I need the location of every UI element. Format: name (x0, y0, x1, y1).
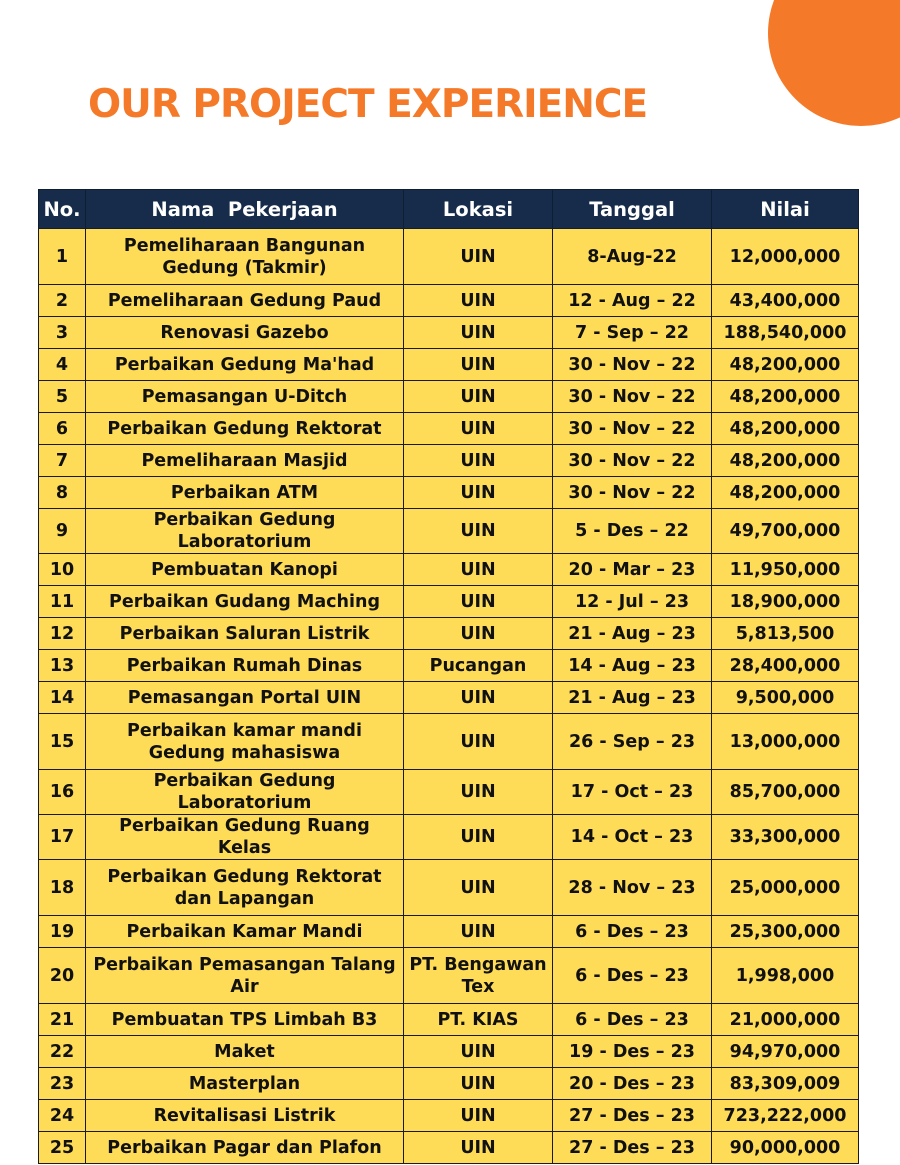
cell-no: 24 (39, 1100, 86, 1132)
cell-nilai: 85,700,000 (712, 770, 859, 815)
cell-no: 18 (39, 860, 86, 916)
table-row (39, 509, 859, 554)
cell-nilai: 49,700,000 (712, 509, 859, 554)
cell-no: 15 (39, 714, 86, 770)
table-row (39, 860, 859, 916)
table-row (39, 285, 859, 317)
cell-lokasi: UIN (404, 1100, 553, 1132)
cell-nama-pekerjaan: Perbaikan Rumah Dinas (86, 650, 404, 682)
cell-lokasi: UIN (404, 714, 553, 770)
cell-nama-pekerjaan: Perbaikan Saluran Listrik (86, 618, 404, 650)
cell-nama-pekerjaan: Pemeliharaan Bangunan Gedung (Takmir) (86, 229, 404, 285)
cell-no: 12 (39, 618, 86, 650)
cell-lokasi: UIN (404, 1068, 553, 1100)
cell-tanggal: 27 - Des – 23 (553, 1100, 712, 1132)
cell-tanggal: 14 - Aug – 23 (553, 650, 712, 682)
cell-lokasi: UIN (404, 554, 553, 586)
cell-nilai: 90,000,000 (712, 1132, 859, 1164)
cell-nama-pekerjaan: Pemasangan Portal UIN (86, 682, 404, 714)
decorative-circle (768, 0, 900, 126)
cell-lokasi: Pucangan (404, 650, 553, 682)
cell-nilai: 48,200,000 (712, 381, 859, 413)
cell-tanggal: 26 - Sep – 23 (553, 714, 712, 770)
cell-nilai: 1,998,000 (712, 948, 859, 1004)
cell-no: 14 (39, 682, 86, 714)
cell-nilai: 48,200,000 (712, 349, 859, 381)
column-header-no: No. (39, 190, 86, 229)
cell-no: 16 (39, 770, 86, 815)
cell-nama-pekerjaan: Perbaikan Pagar dan Plafon (86, 1132, 404, 1164)
table-row (39, 586, 859, 618)
cell-no: 21 (39, 1004, 86, 1036)
cell-tanggal: 30 - Nov – 22 (553, 413, 712, 445)
project-table (38, 189, 859, 1164)
cell-no: 11 (39, 586, 86, 618)
cell-no: 10 (39, 554, 86, 586)
page-title: OUR PROJECT EXPERIENCE (88, 82, 648, 127)
cell-lokasi: UIN (404, 509, 553, 554)
column-header-nilai: Nilai (712, 190, 859, 229)
cell-nama-pekerjaan: Perbaikan Pemasangan Talang Air (86, 948, 404, 1004)
column-header-lokasi: Lokasi (404, 190, 553, 229)
cell-tanggal: 7 - Sep – 22 (553, 317, 712, 349)
cell-nama-pekerjaan: Perbaikan Gedung Laboratorium (86, 770, 404, 815)
cell-nilai: 83,309,009 (712, 1068, 859, 1100)
table-body (39, 229, 859, 1164)
cell-nama-pekerjaan: Perbaikan kamar mandi Gedung mahasiswa (86, 714, 404, 770)
cell-nilai: 13,000,000 (712, 714, 859, 770)
cell-nilai: 11,950,000 (712, 554, 859, 586)
table-row (39, 1036, 859, 1068)
cell-nama-pekerjaan: Revitalisasi Listrik (86, 1100, 404, 1132)
cell-nilai: 33,300,000 (712, 815, 859, 860)
cell-tanggal: 20 - Des – 23 (553, 1068, 712, 1100)
cell-lokasi: PT. Bengawan Tex (404, 948, 553, 1004)
cell-lokasi: UIN (404, 1132, 553, 1164)
table-row (39, 413, 859, 445)
cell-nama-pekerjaan: Masterplan (86, 1068, 404, 1100)
table-row (39, 1100, 859, 1132)
cell-nilai: 94,970,000 (712, 1036, 859, 1068)
cell-tanggal: 5 - Des – 22 (553, 509, 712, 554)
cell-lokasi: UIN (404, 381, 553, 413)
cell-nilai: 48,200,000 (712, 413, 859, 445)
column-header-nama-pekerjaan: Nama Pekerjaan (86, 190, 404, 229)
table-row (39, 714, 859, 770)
cell-no: 17 (39, 815, 86, 860)
cell-tanggal: 27 - Des – 23 (553, 1132, 712, 1164)
cell-nilai: 12,000,000 (712, 229, 859, 285)
cell-no: 2 (39, 285, 86, 317)
cell-tanggal: 17 - Oct – 23 (553, 770, 712, 815)
cell-nama-pekerjaan: Pemeliharaan Gedung Paud (86, 285, 404, 317)
cell-tanggal: 21 - Aug – 23 (553, 618, 712, 650)
cell-nama-pekerjaan: Perbaikan Gedung Rektorat (86, 413, 404, 445)
cell-tanggal: 14 - Oct – 23 (553, 815, 712, 860)
cell-nilai: 723,222,000 (712, 1100, 859, 1132)
cell-lokasi: UIN (404, 618, 553, 650)
table-header-row (39, 190, 859, 229)
cell-lokasi: UIN (404, 285, 553, 317)
cell-no: 5 (39, 381, 86, 413)
cell-nama-pekerjaan: Pembuatan TPS Limbah B3 (86, 1004, 404, 1036)
cell-nilai: 5,813,500 (712, 618, 859, 650)
cell-no: 20 (39, 948, 86, 1004)
table-row (39, 1068, 859, 1100)
cell-no: 25 (39, 1132, 86, 1164)
cell-tanggal: 12 - Jul – 23 (553, 586, 712, 618)
cell-nama-pekerjaan: Renovasi Gazebo (86, 317, 404, 349)
cell-tanggal: 30 - Nov – 22 (553, 381, 712, 413)
cell-no: 4 (39, 349, 86, 381)
cell-tanggal: 19 - Des – 23 (553, 1036, 712, 1068)
cell-nama-pekerjaan: Perbaikan Kamar Mandi (86, 916, 404, 948)
cell-tanggal: 8-Aug-22 (553, 229, 712, 285)
cell-lokasi: UIN (404, 770, 553, 815)
cell-lokasi: UIN (404, 916, 553, 948)
table-row (39, 229, 859, 285)
cell-nama-pekerjaan: Pembuatan Kanopi (86, 554, 404, 586)
cell-no: 6 (39, 413, 86, 445)
cell-no: 22 (39, 1036, 86, 1068)
cell-lokasi: UIN (404, 1036, 553, 1068)
table-row (39, 1004, 859, 1036)
table-row (39, 317, 859, 349)
cell-lokasi: UIN (404, 860, 553, 916)
cell-nama-pekerjaan: Pemasangan U-Ditch (86, 381, 404, 413)
cell-nama-pekerjaan: Perbaikan Gedung Rektorat dan Lapangan (86, 860, 404, 916)
table-row (39, 554, 859, 586)
table-row (39, 349, 859, 381)
table-row (39, 1132, 859, 1164)
cell-no: 23 (39, 1068, 86, 1100)
cell-tanggal: 6 - Des – 23 (553, 916, 712, 948)
cell-nilai: 48,200,000 (712, 445, 859, 477)
table-row (39, 770, 859, 815)
cell-lokasi: UIN (404, 229, 553, 285)
cell-lokasi: UIN (404, 317, 553, 349)
cell-tanggal: 6 - Des – 23 (553, 1004, 712, 1036)
cell-nilai: 18,900,000 (712, 586, 859, 618)
table-row (39, 477, 859, 509)
cell-tanggal: 21 - Aug – 23 (553, 682, 712, 714)
cell-tanggal: 30 - Nov – 22 (553, 477, 712, 509)
cell-nilai: 43,400,000 (712, 285, 859, 317)
cell-lokasi: UIN (404, 586, 553, 618)
cell-nilai: 28,400,000 (712, 650, 859, 682)
cell-lokasi: UIN (404, 445, 553, 477)
cell-nama-pekerjaan: Perbaikan Gedung Ma'had (86, 349, 404, 381)
cell-nilai: 25,000,000 (712, 860, 859, 916)
table-row (39, 682, 859, 714)
cell-nama-pekerjaan: Maket (86, 1036, 404, 1068)
table-row (39, 948, 859, 1004)
cell-no: 3 (39, 317, 86, 349)
cell-nilai: 25,300,000 (712, 916, 859, 948)
cell-tanggal: 20 - Mar – 23 (553, 554, 712, 586)
cell-lokasi: UIN (404, 413, 553, 445)
table-row (39, 650, 859, 682)
cell-lokasi: UIN (404, 477, 553, 509)
cell-lokasi: UIN (404, 682, 553, 714)
cell-no: 19 (39, 916, 86, 948)
table-row (39, 815, 859, 860)
table-row (39, 381, 859, 413)
table-row (39, 445, 859, 477)
table-row (39, 916, 859, 948)
cell-nilai: 21,000,000 (712, 1004, 859, 1036)
cell-tanggal: 30 - Nov – 22 (553, 445, 712, 477)
cell-no: 1 (39, 229, 86, 285)
cell-tanggal: 30 - Nov – 22 (553, 349, 712, 381)
cell-nama-pekerjaan: Pemeliharaan Masjid (86, 445, 404, 477)
cell-no: 8 (39, 477, 86, 509)
cell-nilai: 188,540,000 (712, 317, 859, 349)
cell-nilai: 9,500,000 (712, 682, 859, 714)
cell-nama-pekerjaan: Perbaikan Gedung Laboratorium (86, 509, 404, 554)
cell-lokasi: UIN (404, 349, 553, 381)
cell-tanggal: 6 - Des – 23 (553, 948, 712, 1004)
cell-no: 13 (39, 650, 86, 682)
table-row (39, 618, 859, 650)
cell-nama-pekerjaan: Perbaikan Gedung Ruang Kelas (86, 815, 404, 860)
cell-no: 7 (39, 445, 86, 477)
cell-lokasi: PT. KIAS (404, 1004, 553, 1036)
cell-nama-pekerjaan: Perbaikan ATM (86, 477, 404, 509)
cell-tanggal: 28 - Nov – 23 (553, 860, 712, 916)
cell-nilai: 48,200,000 (712, 477, 859, 509)
cell-tanggal: 12 - Aug – 22 (553, 285, 712, 317)
column-header-tanggal: Tanggal (553, 190, 712, 229)
cell-no: 9 (39, 509, 86, 554)
cell-lokasi: UIN (404, 815, 553, 860)
cell-nama-pekerjaan: Perbaikan Gudang Maching (86, 586, 404, 618)
